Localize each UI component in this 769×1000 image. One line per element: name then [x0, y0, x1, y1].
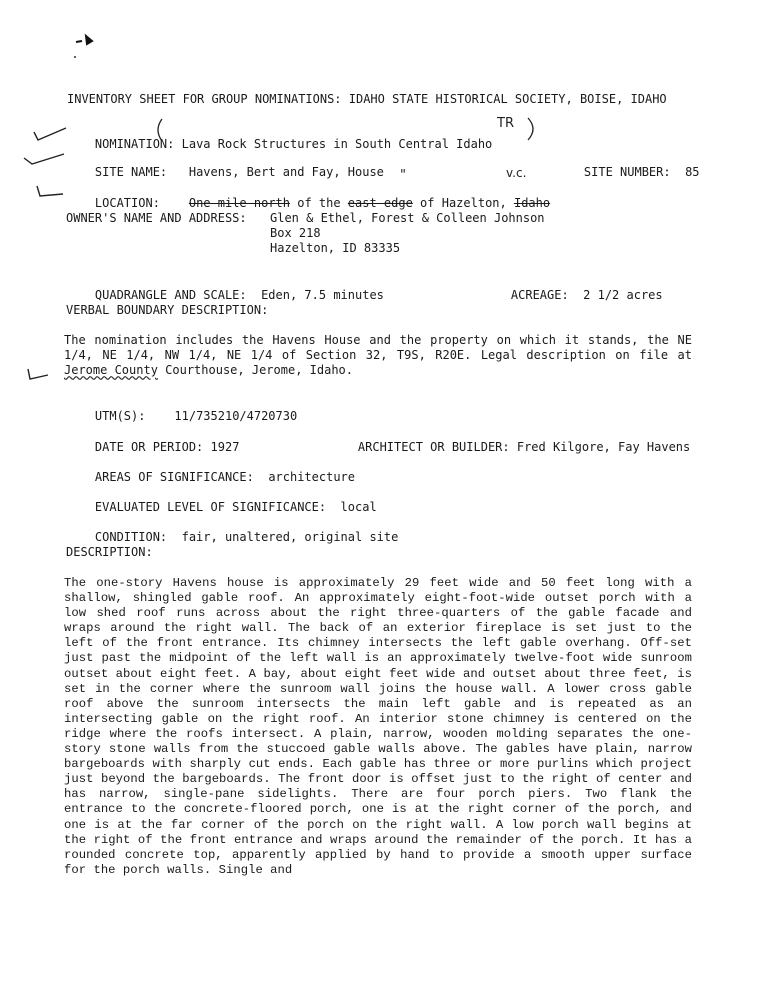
- site-number-value: 85: [685, 165, 700, 179]
- architect-row: [329, 425, 690, 470]
- check-mark-boundary: [24, 365, 50, 385]
- nomination-label: NOMINATION:: [94, 137, 175, 151]
- date-value: 1927: [210, 440, 240, 454]
- boundary-text-a: The nomination includes the Havens House and the property on which it stands, the NE 1/4, NE 1/4, NW 1/4, NE 1/4 of Section 32, T9S, R20E. Legal description on file at: [64, 333, 692, 363]
- nomination-value: Lava Rock Structures in South Central Idaho: [181, 137, 493, 151]
- areas-value: architecture: [268, 470, 356, 484]
- boundary-text: [64, 333, 692, 378]
- location-hand-insert-quote: ": [400, 168, 406, 183]
- description-text: The one-story Havens house is approximately 29 feet wide and 50 feet long with a shallow, shingled gable roof. An approximately eight-foot-wide outset porch with a low shed roof runs across about the right three-quarters of the gable facade and wraps around the right wall. The back of an exterior fireplace is set just to the left of the front entrance. Its chimney intersects the left gable overhang. Off-set just past the midpoint of the left wall is an approximately twelve-foot wide sunroom outset about eight feet. A bay, about eight feet wide and outset about three feet, is set in the corner where the sunroom wall joins the house wall. A lower cross gable roof above the sunroom intersects the main left gable and is repeated as an intersecting gable on the right roof. An interior stone chimney is centered on the ridge where the roofs intersect. A plain, narrow, wooden molding separates the one-story stone walls from the stuccoed gable walls above. The gables have plain, narrow bargeboards with sharply cut ends. Each gable has three or more purlins which project just beyond the bargeboards. The front door is offset just to the right of center and has narrow, single-pane sidelights. There are four porch piers. Two flank the entrance to the concrete-floored porch, one is at the right corner of the porch, and one is at the far corner of the porch on the right wall. A low porch wall begins at the right of the front entrance and wraps around the remainder of the porch. It has a rounded concrete top, apparently applied by hand to provide a smooth upper surface for the porch walls. Single and: [64, 576, 692, 877]
- location-struck-1: One mile north: [188, 196, 290, 210]
- site-name-value: Havens, Bert and Fay, House: [188, 165, 384, 179]
- areas-label: AREAS OF SIGNIFICANCE:: [94, 470, 254, 484]
- check-mark-nomination: [32, 122, 68, 144]
- check-mark-location: [35, 180, 65, 202]
- location-hand-insert-vc: v.c.: [506, 166, 527, 180]
- owner-line-2: Box 218: [270, 226, 321, 240]
- condition-label: CONDITION:: [94, 530, 168, 544]
- condition-value: fair, unaltered, original site: [181, 530, 399, 544]
- hand-bracket-right: [524, 116, 540, 142]
- location-middle-2: of Hazelton,: [412, 196, 507, 210]
- description-label: DESCRIPTION:: [66, 545, 153, 559]
- owner-line-3: Hazelton, ID 83335: [270, 241, 401, 255]
- location-struck-2: east edge: [347, 196, 413, 210]
- hand-bracket-left: [152, 117, 166, 143]
- utm-label: UTM(S):: [94, 409, 146, 423]
- site-number-row: [555, 150, 700, 195]
- owner-line-1: Glen & Ethel, Forest & Colleen Johnson: [270, 211, 545, 225]
- site-number-label: SITE NUMBER:: [583, 165, 671, 179]
- level-label: EVALUATED LEVEL OF SIGNIFICANCE:: [94, 500, 327, 514]
- corner-scribble: [70, 30, 100, 60]
- boundary-text-b: Courthouse, Jerome, Idaho.: [157, 363, 353, 378]
- level-value: local: [340, 500, 377, 514]
- check-mark-site-name: [22, 148, 66, 170]
- boundary-label: VERBAL BOUNDARY DESCRIPTION:: [66, 303, 269, 317]
- location-struck-3: Idaho: [513, 196, 551, 210]
- acreage-value: 2 1/2 acres: [583, 288, 663, 302]
- acreage-label: ACREAGE:: [510, 288, 569, 302]
- site-name-label: SITE NAME:: [94, 165, 168, 179]
- utm-value: 11/735210/4720730: [174, 409, 298, 423]
- sheet-header: INVENTORY SHEET FOR GROUP NOMINATIONS: IDAHO STATE HISTORICAL SOCIETY, BOISE, IDAHO: [67, 92, 667, 106]
- location-label: LOCATION:: [94, 196, 160, 210]
- location-middle-1: of the: [290, 196, 348, 210]
- date-label: DATE OR PERIOD:: [94, 440, 204, 454]
- acreage-row: [482, 273, 663, 318]
- boundary-county: Jerome County: [64, 363, 158, 378]
- owner-label: OWNER'S NAME AND ADDRESS:: [66, 211, 247, 225]
- quadrangle-label: QUADRANGLE AND SCALE:: [94, 288, 247, 302]
- quadrangle-value: Eden, 7.5 minutes: [261, 288, 384, 302]
- nomination-hand-note: TR: [497, 116, 514, 131]
- architect-label: ARCHITECT OR BUILDER:: [357, 440, 510, 454]
- architect-value: Fred Kilgore, Fay Havens: [516, 440, 691, 454]
